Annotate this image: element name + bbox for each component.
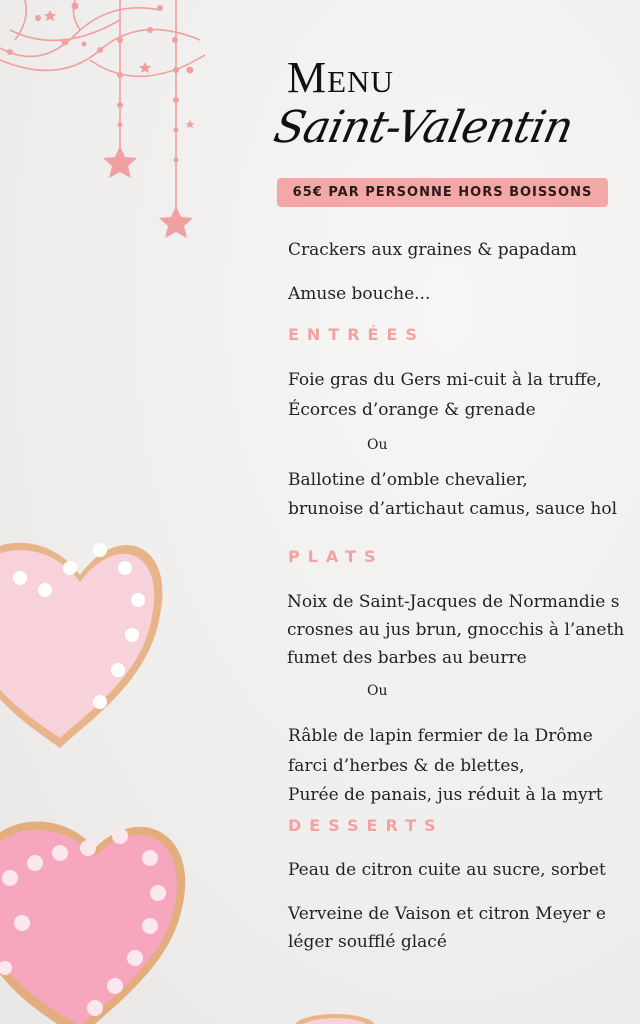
menu-item-line: léger soufflé glacé — [288, 932, 447, 952]
heart-cookie-image — [0, 808, 200, 1024]
heart-cookie-image — [290, 1008, 380, 1024]
intro-item: Crackers aux graines & papadam — [288, 240, 577, 260]
menu-item-line: Peau de citron cuite au sucre, sorbet — [288, 860, 606, 880]
menu-item-line: Ballotine d’omble chevalier, — [288, 470, 528, 490]
section-heading-entrees: ENTRÉES — [288, 325, 425, 344]
intro-item: Amuse bouche... — [288, 284, 431, 304]
menu-item-line: Foie gras du Gers mi-cuit à la truffe, — [288, 370, 602, 390]
menu-item-line: Verveine de Vaison et citron Meyer e — [288, 904, 606, 924]
menu-item-line: Râble de lapin fermier de la Drôme — [288, 726, 593, 746]
heart-cookie-image — [0, 530, 170, 755]
section-heading-plats: PLATS — [288, 547, 384, 566]
menu-item-line: farci d’herbes & de blettes, — [288, 756, 525, 776]
or-separator: Ou — [367, 683, 388, 699]
menu-title: Menu — [287, 53, 394, 102]
menu-subtitle: Saint-Valentin — [269, 102, 578, 153]
section-heading-desserts: DESSERTS — [288, 816, 444, 835]
menu-item-line: Purée de panais, jus réduit à la myrt — [288, 785, 603, 805]
menu-item-line: brunoise d’artichaut camus, sauce hol — [288, 499, 618, 519]
or-separator: Ou — [367, 437, 388, 453]
menu-item-line: crosnes au jus brun, gnocchis à l’aneth — [287, 620, 625, 640]
hanging-stars-decoration — [0, 0, 230, 250]
menu-item-line: fumet des barbes au beurre — [287, 648, 527, 668]
menu-item-line: Écorces d’orange & grenade — [288, 400, 536, 420]
menu-item-line: Noix de Saint-Jacques de Normandie s — [287, 592, 620, 612]
price-badge: 65€ PAR PERSONNE HORS BOISSONS — [277, 178, 608, 207]
